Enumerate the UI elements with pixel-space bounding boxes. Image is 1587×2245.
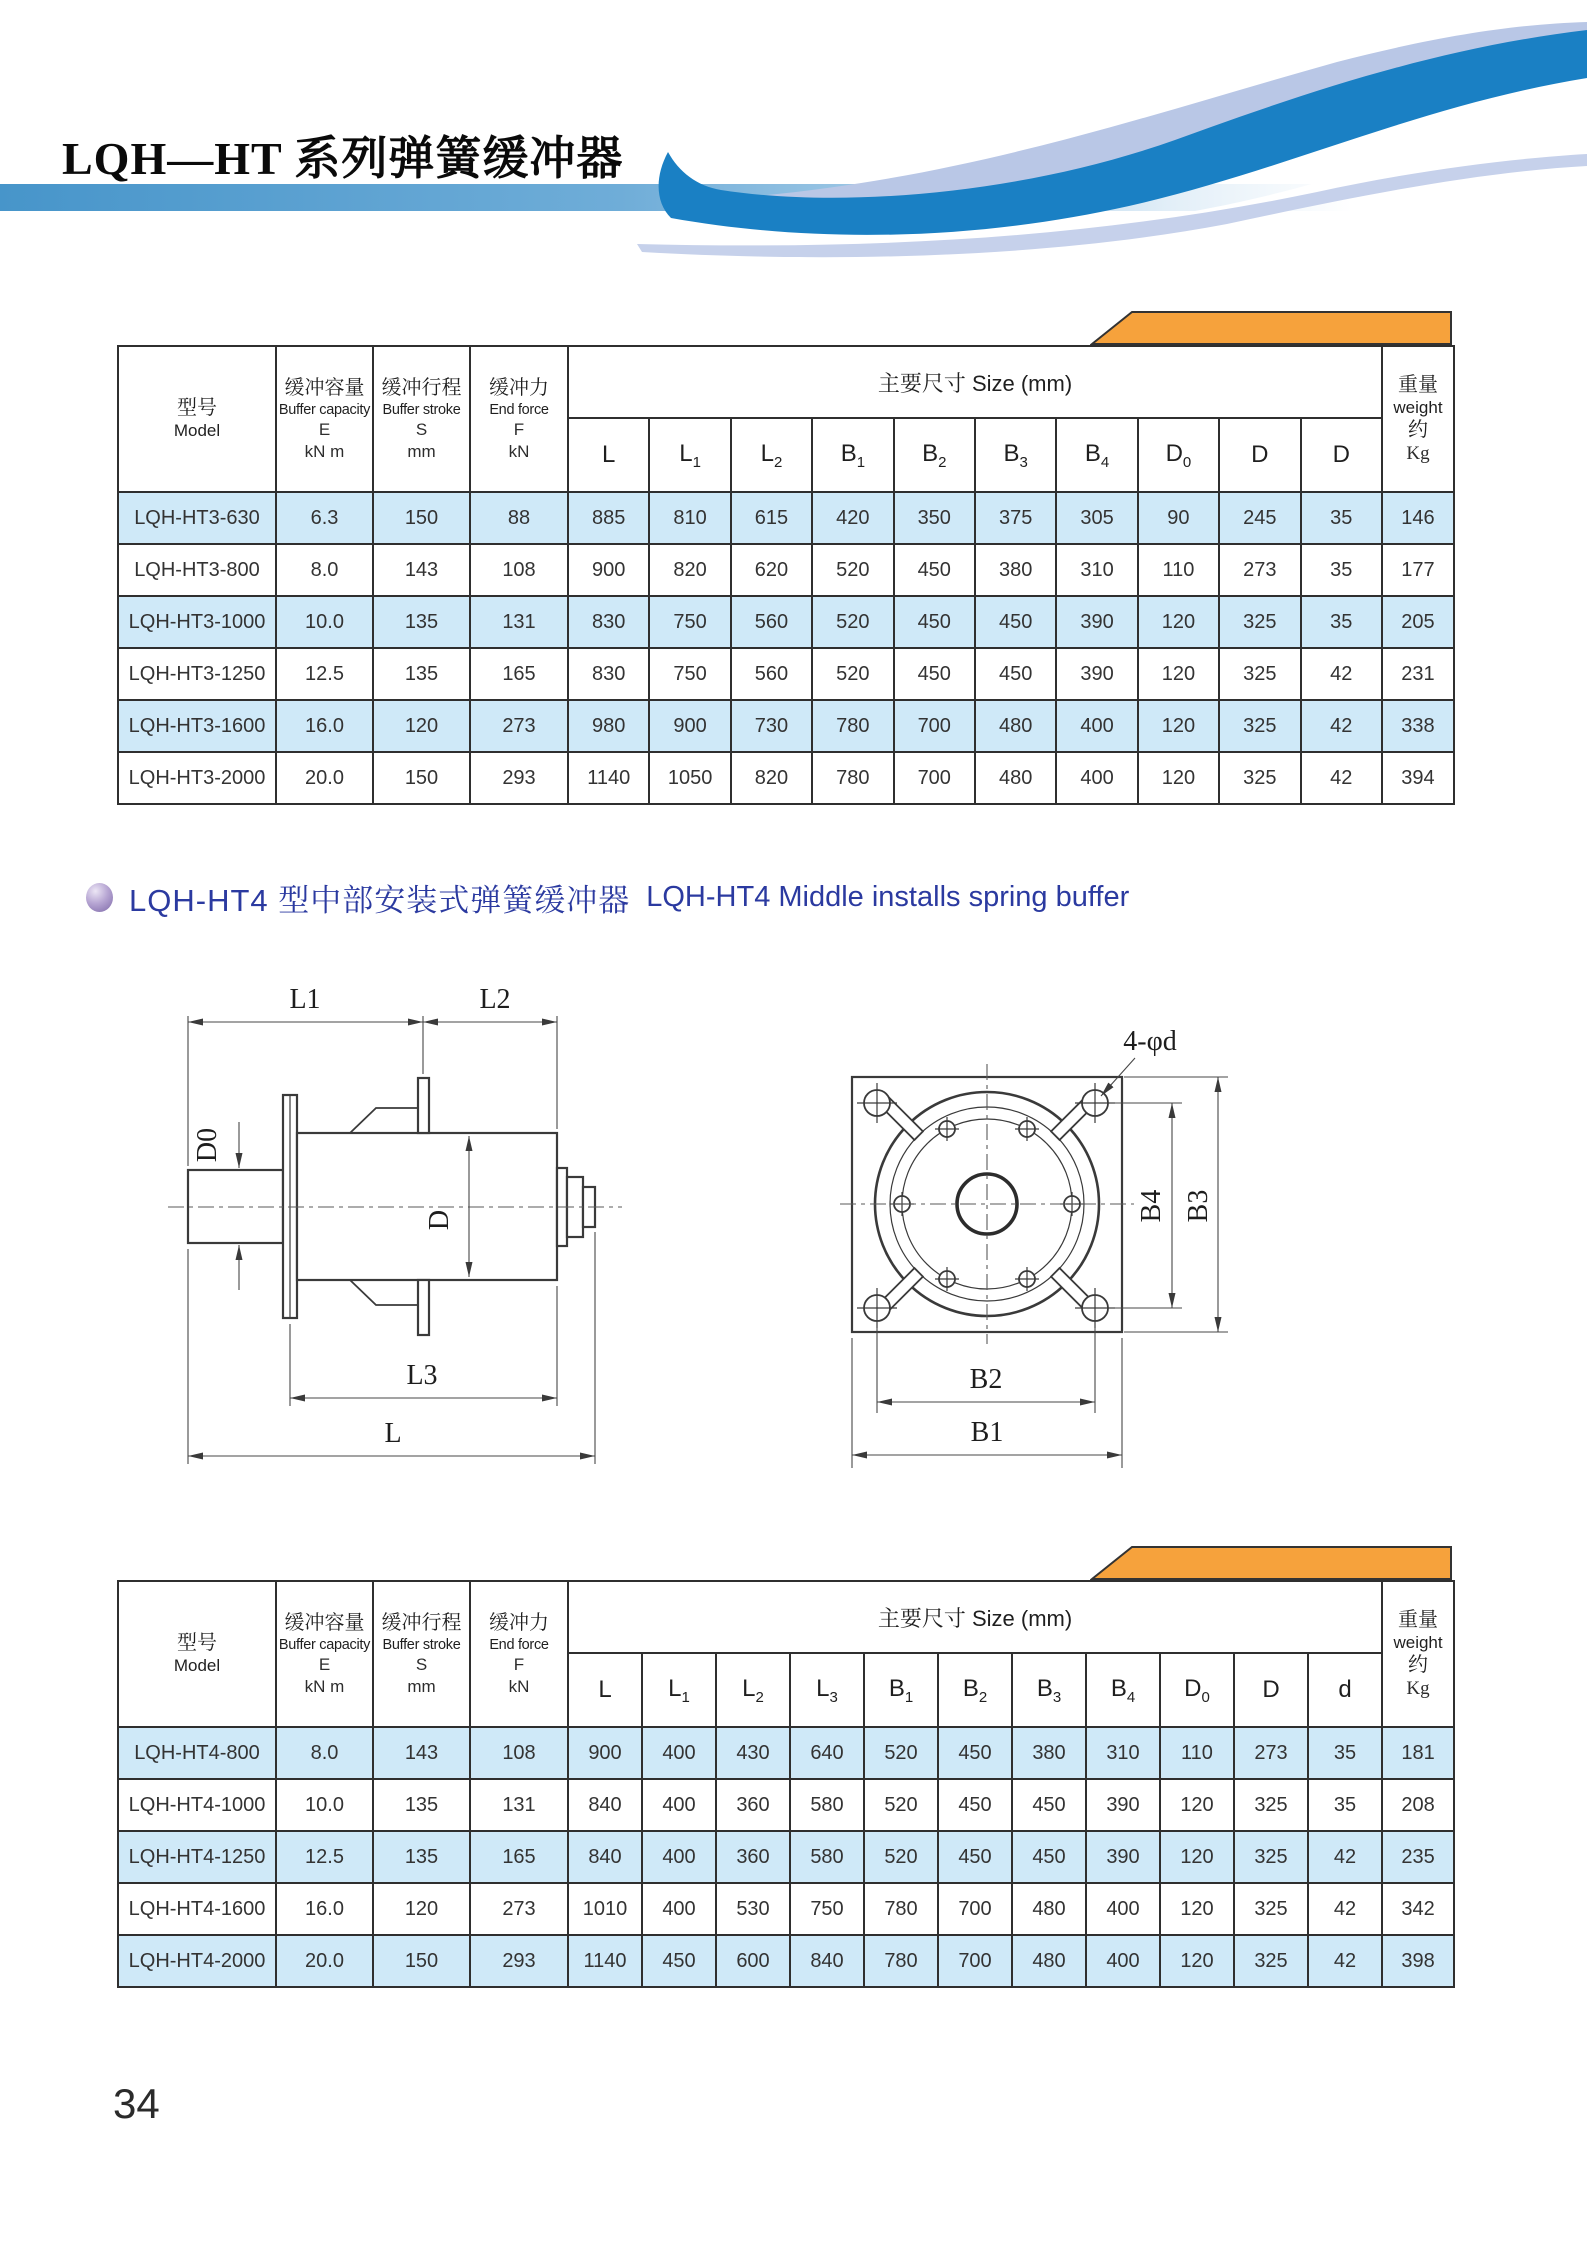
orange-trapezoid [1092, 1547, 1451, 1579]
cell-dimension: 380 [1012, 1727, 1086, 1779]
cell-dimension: 520 [812, 596, 893, 648]
cell-dimension: 900 [568, 1727, 642, 1779]
cell-dimension: 840 [568, 1831, 642, 1883]
cell-dimension: 450 [938, 1727, 1012, 1779]
top-gusset [350, 1108, 418, 1133]
cell-capacity: 8.0 [276, 544, 373, 596]
page-title: LQH—HT 系列弹簧缓冲器 [62, 133, 624, 184]
cell-weight: 394 [1382, 752, 1454, 804]
cell-dimension: 400 [642, 1727, 716, 1779]
weight-unit: Kg [1406, 1678, 1430, 1700]
cell-force: 131 [470, 1779, 568, 1831]
cell-dimension: 110 [1138, 544, 1219, 596]
cell-stroke: 135 [373, 1831, 470, 1883]
front-view-drawing [830, 950, 1290, 1510]
cell-force: 293 [470, 1935, 568, 1987]
cell-dimension: 380 [975, 544, 1056, 596]
cell-model: LQH-HT4-2000 [118, 1935, 276, 1987]
cell-model: LQH-HT3-2000 [118, 752, 276, 804]
cell-capacity: 10.0 [276, 596, 373, 648]
table-row [118, 700, 1454, 752]
col-header-dim-L: L [568, 1653, 642, 1727]
cell-dimension: 450 [894, 648, 975, 700]
cell-capacity: 16.0 [276, 700, 373, 752]
cell-dimension: 42 [1301, 648, 1382, 700]
stroke-label-cn: 缓冲行程 [381, 377, 462, 400]
cell-dimension: 830 [568, 596, 649, 648]
cell-dimension: 700 [938, 1883, 1012, 1935]
cell-weight: 146 [1382, 492, 1454, 544]
cell-model: LQH-HT4-1000 [118, 1779, 276, 1831]
cell-dimension: 560 [731, 648, 812, 700]
buffer-body [297, 1133, 557, 1280]
cell-dimension: 120 [1160, 1779, 1234, 1831]
mid-flange-bottom-tab [418, 1280, 429, 1335]
cell-dimension: 390 [1056, 596, 1137, 648]
cell-dimension: 120 [1138, 648, 1219, 700]
col-header-model [118, 346, 276, 492]
col-header-dim-L: L [568, 418, 649, 492]
cell-dimension: 42 [1308, 1883, 1382, 1935]
cell-dimension: 1140 [568, 752, 649, 804]
cell-capacity: 16.0 [276, 1883, 373, 1935]
cell-dimension: 120 [1160, 1935, 1234, 1987]
cell-capacity: 20.0 [276, 1935, 373, 1987]
bottom-gusset [350, 1280, 418, 1305]
col-header-size: 主要尺寸 Size (mm) [568, 1581, 1382, 1653]
cell-dimension: 120 [1138, 700, 1219, 752]
cell-dimension: 1050 [649, 752, 730, 804]
stroke-symbol: S [415, 420, 428, 440]
cell-force: 108 [470, 1727, 568, 1779]
cell-capacity: 12.5 [276, 648, 373, 700]
model-label-en: Model [173, 1656, 221, 1676]
col-header-dim-d: d [1308, 1653, 1382, 1727]
cell-dimension: 450 [975, 596, 1056, 648]
cell-dimension: 450 [938, 1831, 1012, 1883]
capacity-label-cn: 缓冲容量 [284, 1612, 365, 1635]
table-row [118, 1779, 1454, 1831]
col-header-dim-B4: $B_4$ [1086, 1653, 1160, 1727]
cell-dimension: 325 [1219, 648, 1300, 700]
force-unit: kN [508, 441, 530, 461]
cell-weight: 342 [1382, 1883, 1454, 1935]
cell-dimension: 42 [1301, 700, 1382, 752]
cell-dimension: 325 [1234, 1883, 1308, 1935]
section-heading-en: LQH-HT4 Middle installs spring buffer [646, 880, 1130, 913]
cell-force: 131 [470, 596, 568, 648]
cell-model: LQH-HT4-1250 [118, 1831, 276, 1883]
cell-capacity: 10.0 [276, 1779, 373, 1831]
cell-dimension: 750 [790, 1883, 864, 1935]
stroke-label-cn: 缓冲行程 [381, 1612, 462, 1635]
col-header-dim-D: D [1219, 418, 1300, 492]
dim-label-L1: L1 [289, 984, 321, 1015]
capacity-unit: kN m [304, 441, 345, 461]
col-header-dim-B1: $B_1$ [864, 1653, 938, 1727]
force-label-en: End force [489, 1637, 549, 1654]
dim-label-D0: D0 [192, 1127, 223, 1163]
cell-dimension: 305 [1056, 492, 1137, 544]
cell-weight: 235 [1382, 1831, 1454, 1883]
cell-dimension: 325 [1219, 752, 1300, 804]
cell-dimension: 480 [975, 700, 1056, 752]
cell-dimension: 700 [938, 1935, 1012, 1987]
section-heading-cn: LQH-HT4 型中部安装式弹簧缓冲器 [129, 882, 631, 918]
cell-dimension: 730 [731, 700, 812, 752]
section-heading [86, 872, 1129, 922]
cell-model: LQH-HT3-1000 [118, 596, 276, 648]
force-label-en: End force [489, 402, 549, 419]
cell-dimension: 273 [1234, 1727, 1308, 1779]
col-header-dim-B2: $B_2$ [938, 1653, 1012, 1727]
cell-force: 88 [470, 492, 568, 544]
bolt-circle [902, 1119, 1072, 1289]
cell-dimension: 400 [642, 1831, 716, 1883]
cell-stroke: 120 [373, 700, 470, 752]
cell-dimension: 820 [649, 544, 730, 596]
col-header-dim-L3: $L_3$ [790, 1653, 864, 1727]
cell-dimension: 520 [864, 1779, 938, 1831]
weight-label-en: weight [1393, 1632, 1443, 1652]
stroke-symbol: S [415, 1655, 428, 1675]
col-header-weight [1382, 1581, 1454, 1727]
cell-dimension: 560 [731, 596, 812, 648]
col-header-size: 主要尺寸 Size (mm) [568, 346, 1382, 418]
cell-dimension: 390 [1086, 1779, 1160, 1831]
col-header-stroke [373, 1581, 470, 1727]
cell-model: LQH-HT3-1600 [118, 700, 276, 752]
cell-dimension: 450 [1012, 1831, 1086, 1883]
force-unit: kN [508, 1676, 530, 1696]
cell-dimension: 450 [894, 544, 975, 596]
dim-label-B4: B4 [1136, 1189, 1167, 1223]
table-row [118, 648, 1454, 700]
capacity-symbol: E [318, 420, 331, 440]
ht4-spec-table [117, 1580, 1455, 1988]
cell-dimension: 700 [894, 700, 975, 752]
cell-capacity: 6.3 [276, 492, 373, 544]
cell-dimension: 325 [1219, 596, 1300, 648]
col-header-dim-L1: $L_1$ [649, 418, 730, 492]
cell-model: LQH-HT3-630 [118, 492, 276, 544]
cell-dimension: 110 [1160, 1727, 1234, 1779]
col-header-model [118, 1581, 276, 1727]
cell-dimension: 450 [938, 1779, 1012, 1831]
col-header-stroke [373, 346, 470, 492]
cell-dimension: 1010 [568, 1883, 642, 1935]
cell-stroke: 150 [373, 1935, 470, 1987]
dim-label-D: D [424, 1209, 455, 1231]
cell-dimension: 420 [812, 492, 893, 544]
cell-dimension: 42 [1308, 1831, 1382, 1883]
capacity-label-en: Buffer capacity [278, 1637, 371, 1654]
weight-approx: 约 [1407, 419, 1428, 442]
model-label-cn: 型号 [177, 397, 217, 420]
cell-dimension: 310 [1086, 1727, 1160, 1779]
dim-label-B3: B3 [1183, 1189, 1214, 1223]
cell-dimension: 840 [790, 1935, 864, 1987]
cell-model: LQH-HT4-1600 [118, 1883, 276, 1935]
orange-corner-decoration [1090, 310, 1453, 346]
cell-dimension: 120 [1160, 1883, 1234, 1935]
cell-dimension: 400 [642, 1883, 716, 1935]
side-view-drawing [150, 980, 670, 1480]
cell-capacity: 20.0 [276, 752, 373, 804]
cell-force: 273 [470, 1883, 568, 1935]
col-header-weight [1382, 346, 1454, 492]
table-row [118, 492, 1454, 544]
cell-capacity: 8.0 [276, 1727, 373, 1779]
cell-dimension: 580 [790, 1779, 864, 1831]
capacity-symbol: E [318, 1655, 331, 1675]
cell-dimension: 430 [716, 1727, 790, 1779]
cell-dimension: 273 [1219, 544, 1300, 596]
ht4-table-section [117, 1545, 1455, 1988]
table-row [118, 752, 1454, 804]
cell-model: LQH-HT4-800 [118, 1727, 276, 1779]
col-header-dim-B3: $B_3$ [1012, 1653, 1086, 1727]
cell-dimension: 450 [642, 1935, 716, 1987]
cell-weight: 177 [1382, 544, 1454, 596]
model-label-cn: 型号 [177, 1632, 217, 1655]
cell-dimension: 310 [1056, 544, 1137, 596]
cell-dimension: 750 [649, 596, 730, 648]
cell-dimension: 450 [1012, 1779, 1086, 1831]
cell-dimension: 400 [1086, 1935, 1160, 1987]
cell-stroke: 135 [373, 1779, 470, 1831]
cell-weight: 398 [1382, 1935, 1454, 1987]
cell-dimension: 750 [649, 648, 730, 700]
mid-flange-top-tab [418, 1078, 429, 1133]
cell-dimension: 840 [568, 1779, 642, 1831]
cell-dimension: 780 [864, 1935, 938, 1987]
cell-dimension: 390 [1086, 1831, 1160, 1883]
cell-dimension: 900 [649, 700, 730, 752]
cell-stroke: 120 [373, 1883, 470, 1935]
col-header-dim-L2: $L_2$ [731, 418, 812, 492]
dim-label-B1: B1 [970, 1417, 1004, 1448]
cell-dimension: 780 [812, 700, 893, 752]
cell-weight: 338 [1382, 700, 1454, 752]
cell-dimension: 90 [1138, 492, 1219, 544]
cell-dimension: 980 [568, 700, 649, 752]
cell-stroke: 143 [373, 544, 470, 596]
capacity-unit: kN m [304, 1676, 345, 1696]
cell-dimension: 325 [1219, 700, 1300, 752]
cell-dimension: 615 [731, 492, 812, 544]
weight-approx: 约 [1408, 1654, 1429, 1677]
cell-capacity: 12.5 [276, 1831, 373, 1883]
capacity-label-cn: 缓冲容量 [284, 377, 365, 400]
cell-dimension: 830 [568, 648, 649, 700]
col-header-force [470, 346, 568, 492]
cell-stroke: 150 [373, 492, 470, 544]
cell-model: LQH-HT3-800 [118, 544, 276, 596]
table-row [118, 1727, 1454, 1779]
cell-dimension: 360 [716, 1779, 790, 1831]
cell-stroke: 135 [373, 596, 470, 648]
col-header-capacity [276, 346, 373, 492]
cell-dimension: 620 [731, 544, 812, 596]
col-header-dim-D: D [1234, 1653, 1308, 1727]
dim-label-L: L [384, 1418, 402, 1449]
cell-dimension: 350 [894, 492, 975, 544]
weight-label-en: weight [1393, 397, 1443, 417]
cell-dimension: 120 [1160, 1831, 1234, 1883]
cell-dimension: 900 [568, 544, 649, 596]
cell-dimension: 390 [1056, 648, 1137, 700]
orange-trapezoid [1092, 312, 1451, 344]
ht3-table-section [117, 310, 1455, 805]
cell-dimension: 400 [1056, 700, 1137, 752]
ht3-spec-table [117, 345, 1455, 805]
cell-dimension: 885 [568, 492, 649, 544]
cell-dimension: 780 [812, 752, 893, 804]
col-header-capacity [276, 1581, 373, 1727]
cell-dimension: 600 [716, 1935, 790, 1987]
cell-dimension: 400 [642, 1779, 716, 1831]
cell-dimension: 42 [1301, 752, 1382, 804]
cell-dimension: 360 [716, 1831, 790, 1883]
cell-force: 273 [470, 700, 568, 752]
col-header-dim-B4: $B_4$ [1056, 418, 1137, 492]
cell-dimension: 780 [864, 1883, 938, 1935]
force-label-cn: 缓冲力 [489, 1612, 549, 1635]
orange-corner-decoration [1090, 1545, 1453, 1581]
col-header-dim-D2: D [1301, 418, 1382, 492]
cell-dimension: 400 [1056, 752, 1137, 804]
cell-dimension: 480 [1012, 1935, 1086, 1987]
hole-callout-label: 4-φd [1123, 1026, 1177, 1057]
cell-dimension: 1140 [568, 1935, 642, 1987]
header-swoosh-decoration [457, 0, 1587, 260]
cell-weight: 205 [1382, 596, 1454, 648]
cell-dimension: 450 [894, 596, 975, 648]
cell-stroke: 143 [373, 1727, 470, 1779]
table-row [118, 1883, 1454, 1935]
cell-dimension: 480 [1012, 1883, 1086, 1935]
cell-force: 165 [470, 648, 568, 700]
cell-dimension: 820 [731, 752, 812, 804]
cell-dimension: 530 [716, 1883, 790, 1935]
page-number: 34 [113, 2080, 160, 2127]
stroke-unit: mm [407, 441, 436, 461]
cell-dimension: 400 [1086, 1883, 1160, 1935]
cell-model: LQH-HT3-1250 [118, 648, 276, 700]
cell-dimension: 35 [1301, 544, 1382, 596]
stroke-label-en: Buffer stroke [382, 1637, 461, 1654]
cell-stroke: 150 [373, 752, 470, 804]
cell-dimension: 35 [1301, 596, 1382, 648]
cell-dimension: 120 [1138, 596, 1219, 648]
force-symbol: F [513, 420, 525, 440]
col-header-dim-D0: $D_0$ [1138, 418, 1219, 492]
col-header-dim-L2: $L_2$ [716, 1653, 790, 1727]
cell-force: 165 [470, 1831, 568, 1883]
dim-label-L2: L2 [479, 984, 511, 1015]
cell-weight: 181 [1382, 1727, 1454, 1779]
cell-dimension: 42 [1308, 1935, 1382, 1987]
table-row [118, 596, 1454, 648]
table-row [118, 544, 1454, 596]
col-header-dim-L1: $L_1$ [642, 1653, 716, 1727]
weight-label-cn: 重量 [1398, 1608, 1439, 1631]
cell-stroke: 135 [373, 648, 470, 700]
cell-dimension: 375 [975, 492, 1056, 544]
cell-dimension: 580 [790, 1831, 864, 1883]
cell-dimension: 325 [1234, 1831, 1308, 1883]
cell-force: 108 [470, 544, 568, 596]
force-symbol: F [513, 1655, 525, 1675]
capacity-label-en: Buffer capacity [278, 402, 371, 419]
cell-dimension: 700 [894, 752, 975, 804]
cell-dimension: 35 [1301, 492, 1382, 544]
dim-label-B2: B2 [969, 1364, 1003, 1395]
cell-dimension: 120 [1138, 752, 1219, 804]
cell-force: 293 [470, 752, 568, 804]
dim-label-L3: L3 [406, 1360, 438, 1391]
force-label-cn: 缓冲力 [489, 377, 549, 400]
weight-label-cn: 重量 [1397, 373, 1438, 396]
weight-unit: Kg [1406, 443, 1430, 465]
cell-dimension: 245 [1219, 492, 1300, 544]
cell-dimension: 520 [864, 1727, 938, 1779]
cell-weight: 208 [1382, 1779, 1454, 1831]
cell-dimension: 35 [1308, 1727, 1382, 1779]
table-row [118, 1831, 1454, 1883]
cell-dimension: 520 [864, 1831, 938, 1883]
bullet-icon [86, 883, 113, 912]
cell-dimension: 640 [790, 1727, 864, 1779]
cell-weight: 231 [1382, 648, 1454, 700]
col-header-dim-D0: $D_0$ [1160, 1653, 1234, 1727]
model-label-en: Model [173, 421, 221, 441]
col-header-force [470, 1581, 568, 1727]
col-header-dim-B3: $B_3$ [975, 418, 1056, 492]
cell-dimension: 810 [649, 492, 730, 544]
cell-dimension: 520 [812, 544, 893, 596]
stroke-unit: mm [407, 1676, 436, 1696]
cell-dimension: 35 [1308, 1779, 1382, 1831]
table-row [118, 1935, 1454, 1987]
stroke-label-en: Buffer stroke [382, 402, 461, 419]
cell-dimension: 325 [1234, 1935, 1308, 1987]
col-header-dim-B1: $B_1$ [812, 418, 893, 492]
cell-dimension: 480 [975, 752, 1056, 804]
cell-dimension: 325 [1234, 1779, 1308, 1831]
cell-dimension: 520 [812, 648, 893, 700]
cell-dimension: 450 [975, 648, 1056, 700]
col-header-dim-B2: $B_2$ [894, 418, 975, 492]
